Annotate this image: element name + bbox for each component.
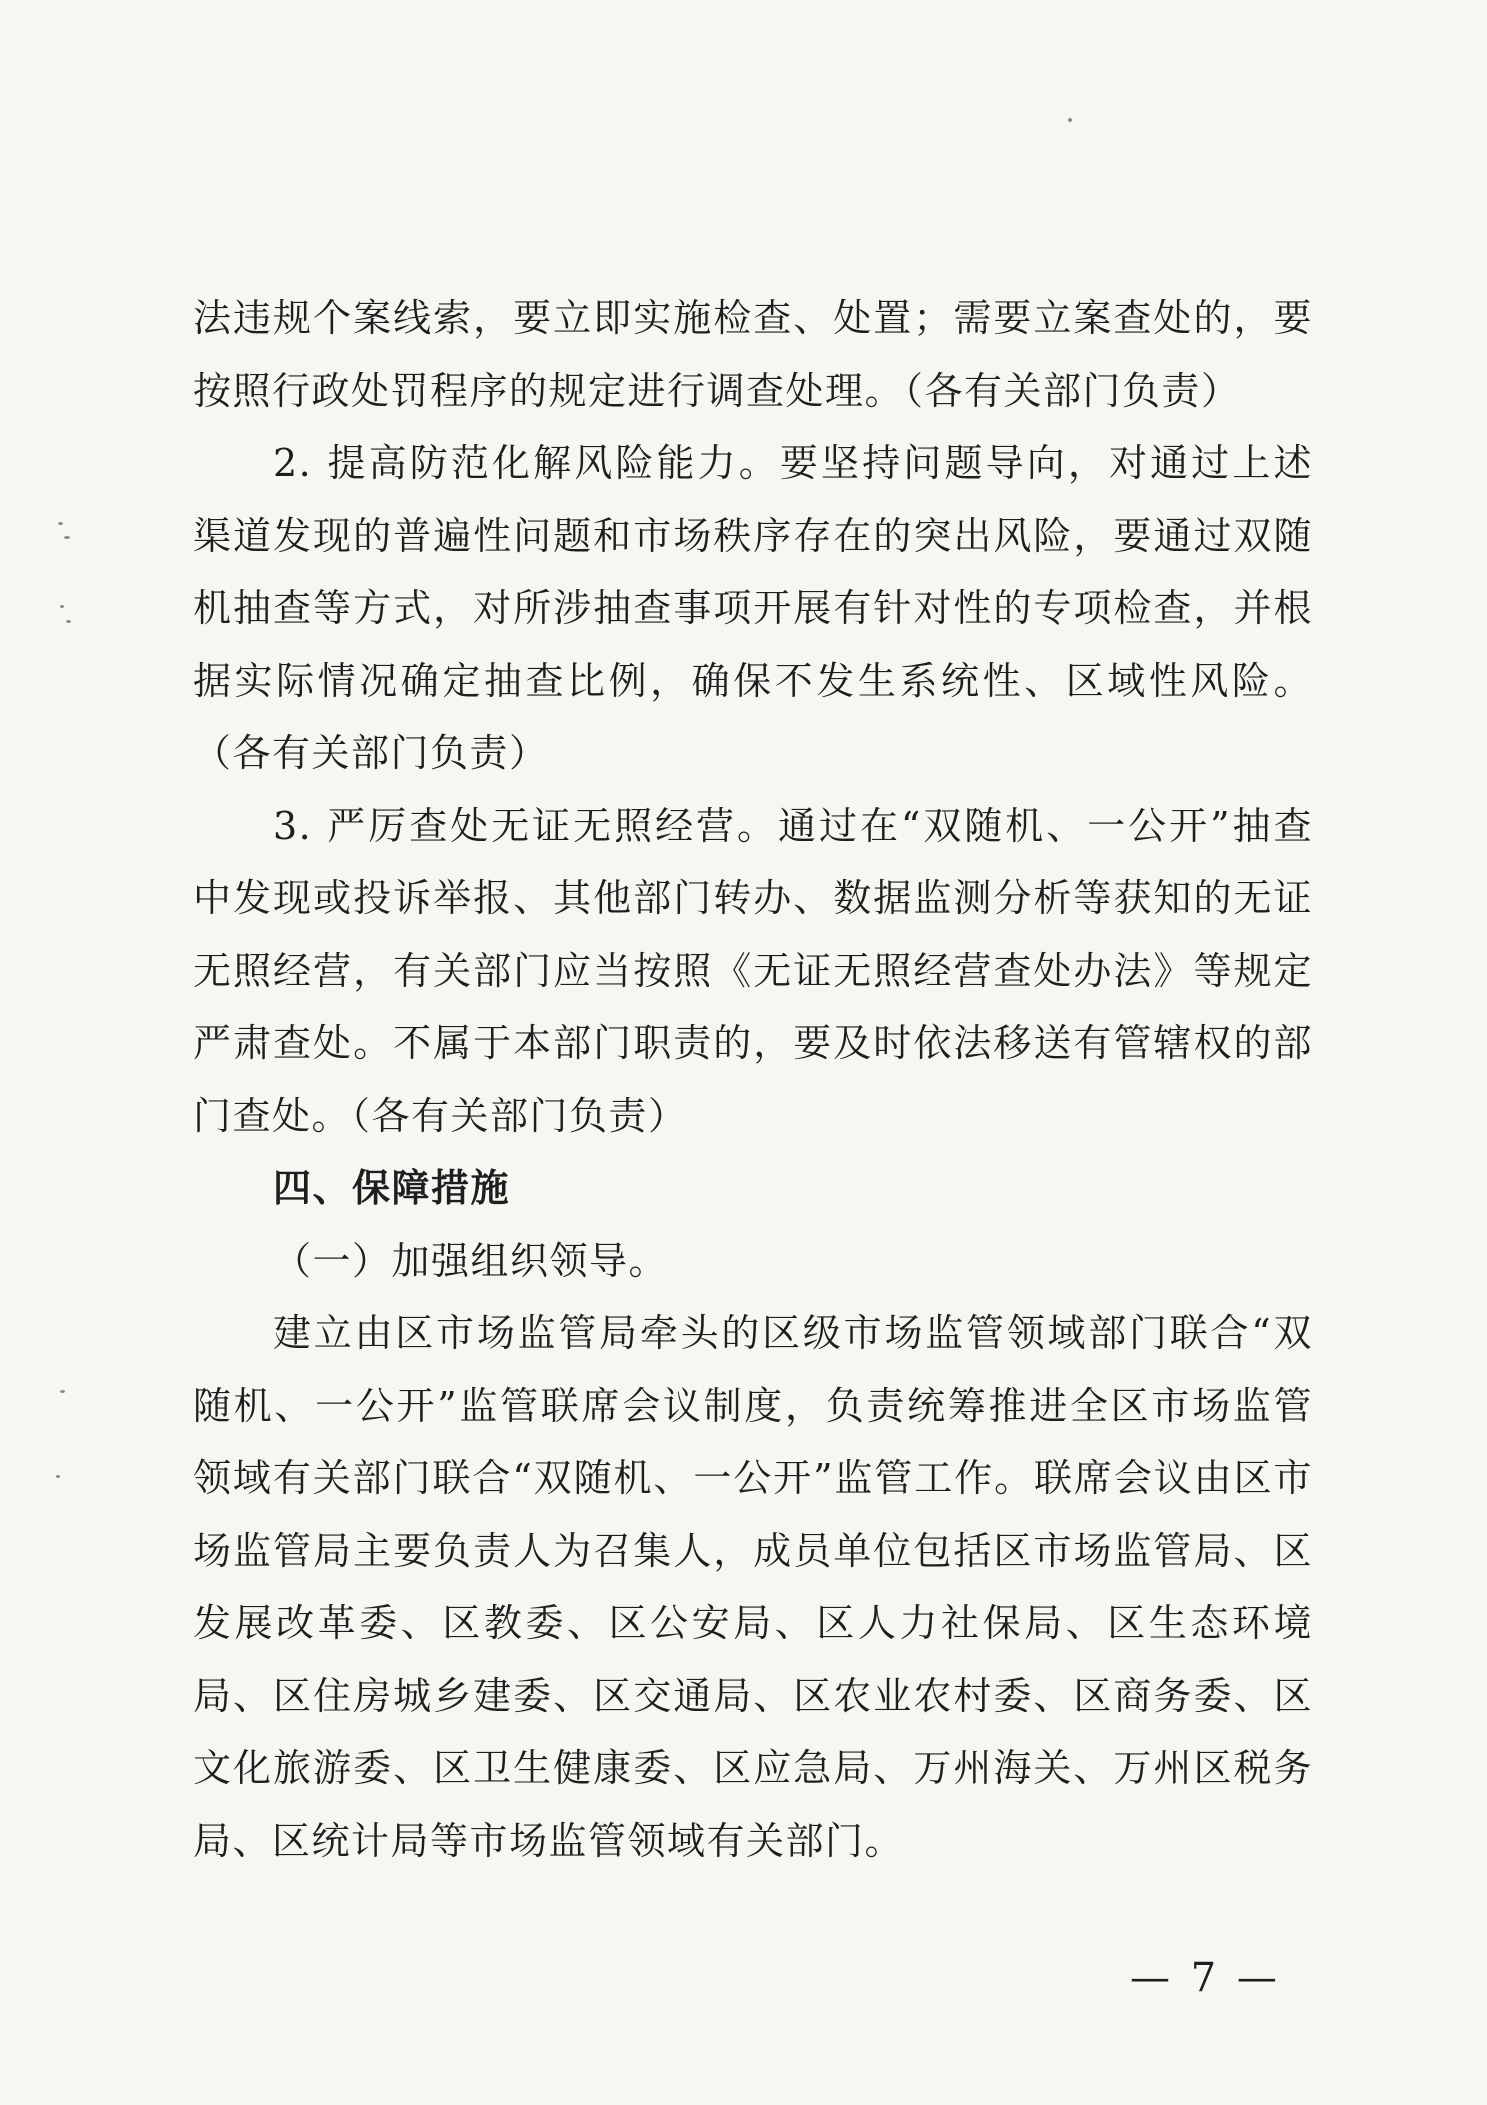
scan-speck [58, 522, 63, 525]
scan-speck [66, 620, 71, 623]
document-body [193, 282, 1313, 1877]
scan-speck [60, 1390, 65, 1393]
page-number: — 7 — [1130, 1955, 1281, 2001]
section-heading: 四、保障措施 [273, 1165, 511, 1210]
paragraph-item-2: 2. 提高防范化解风险能力。要坚持问题导向，对通过上述渠道发现的普遍性问题和市场秩序存在的突出风险，要通过双随机抽查等方式，对所涉抽查事项开展有针对性的专项检查，并根据实际情况确定抽查比例，确保不发生系统性、区域性风险。（各有关部门负责） [193, 441, 1313, 775]
scan-speck [60, 605, 64, 608]
paragraph-continuation: 法违规个案线索，要立即实施检查、处置；需要立案查处的，要按照行政处罚程序的规定进行调查处理。（各有关部门负责） [193, 296, 1313, 413]
scan-speck [64, 536, 70, 539]
scan-speck [1068, 118, 1072, 122]
scan-speck [56, 1475, 60, 1478]
subsection-heading: （一）加强组织领导。 [273, 1238, 669, 1283]
paragraph-item-3: 3. 严厉查处无证无照经营。通过在“双随机、一公开”抽查中发现或投诉举报、其他部门转办、数据监测分析等获知的无证无照经营，有关部门应当按照《无证无照经营查处办法》等规定严肃查处。不属于本部门职责的，要及时依法移送有管辖权的部门查处。（各有关部门负责） [193, 803, 1313, 1138]
paragraph-organization: 建立由区市场监管局牵头的区级市场监管领域部门联合“双随机、一公开”监管联席会议制度，负责统筹推进全区市场监管领域有关部门联合“双随机、一公开”监管工作。联席会议由区市场监管局主要负责人为召集人，成员单位包括区市场监管局、区发展改革委、区教委、区公安局、区人力社保局、区生态环境局、区住房城乡建委、区交通局、区农业农村委、区商务委、区文化旅游委、区卫生健康委、区应急局、万州海关、万州区税务局、区统计局等市场监管领域有关部门。 [193, 1311, 1313, 1863]
